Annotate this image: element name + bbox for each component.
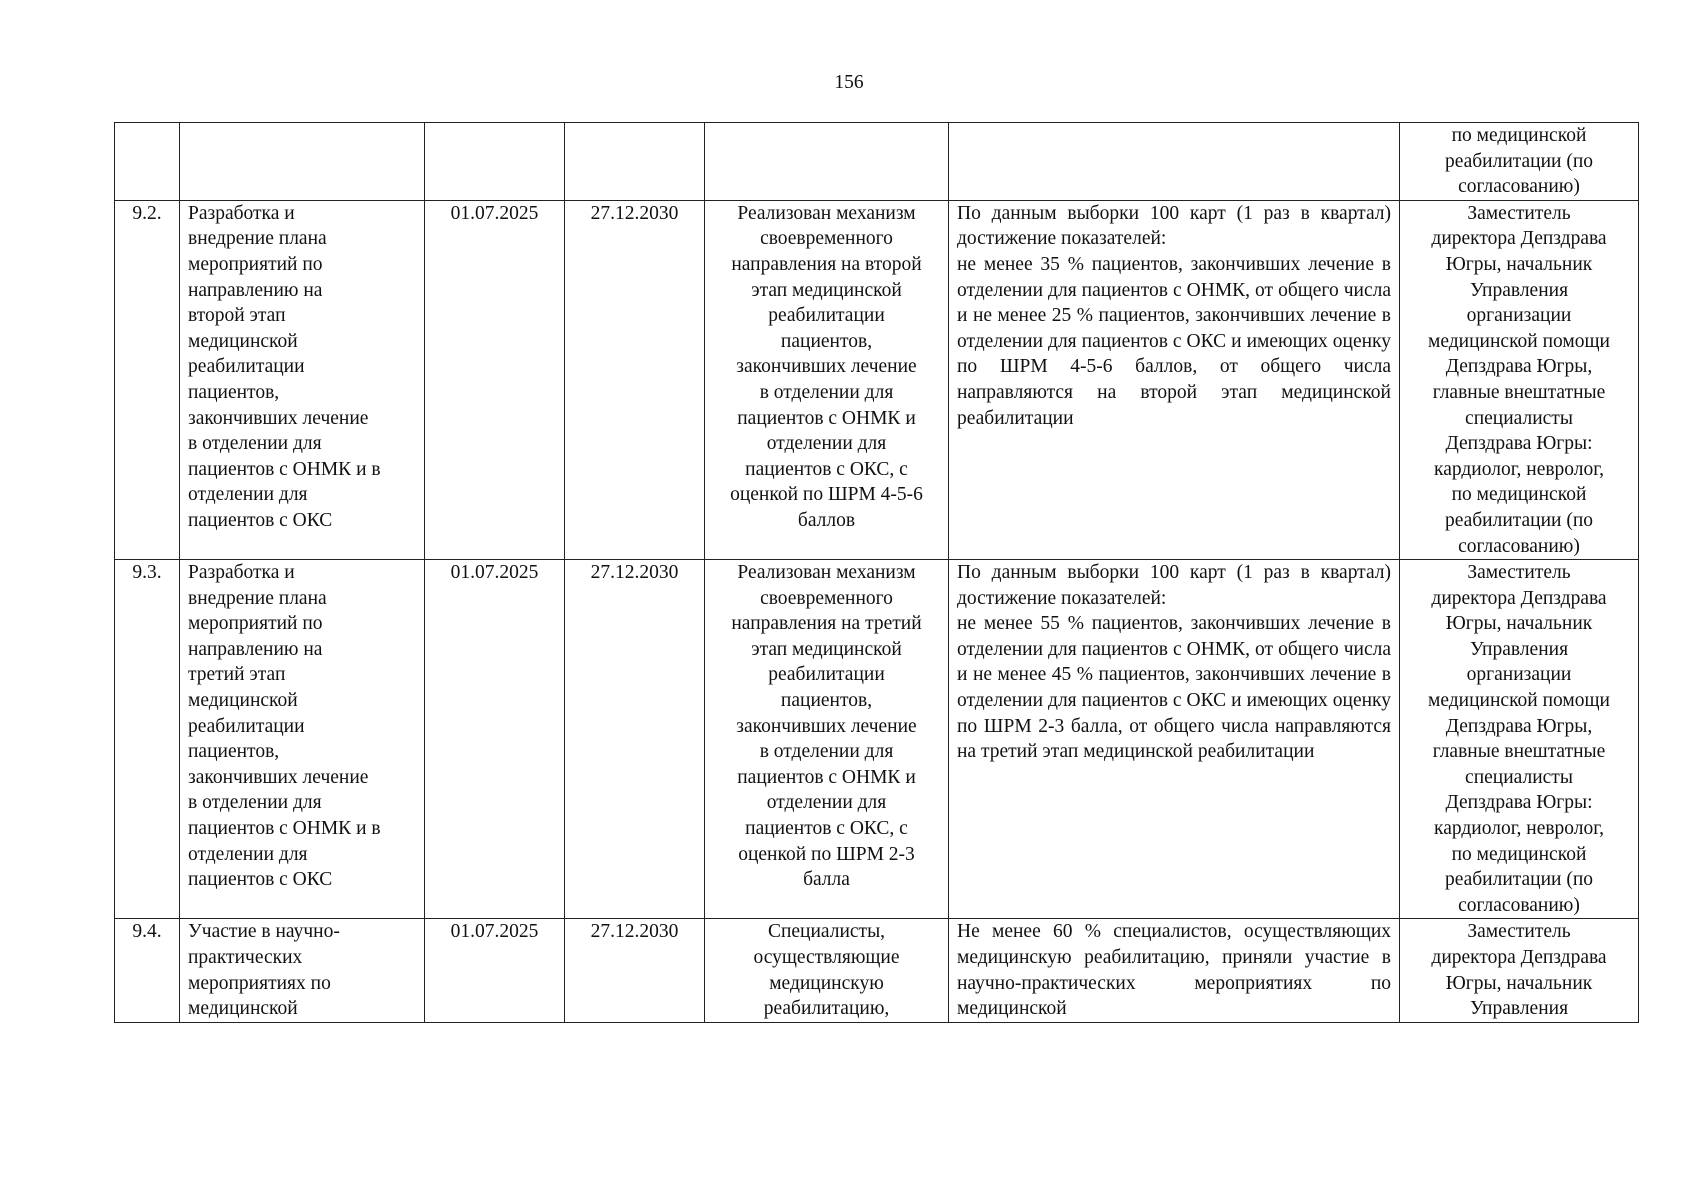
end-date-cell — [565, 560, 705, 919]
start-date-cell — [425, 560, 565, 919]
expected-result: Специалисты, осуществляющие медицинскую реабилитацию, — [753, 921, 900, 1020]
row-number: 9.2. — [132, 202, 162, 224]
responsible-cell — [1400, 123, 1639, 201]
end-date-cell — [565, 123, 705, 201]
row-number-cell — [115, 919, 180, 1022]
activity-name: Участие в научно- практических мероприятиях по медицинской — [188, 921, 340, 1020]
indicator: Не менее 60 % специалистов, осуществляющих медицинскую реабилитацию, приняли участие в научно-практических мероприятиях по медицинской — [957, 921, 1391, 1020]
page-number: 156 — [834, 72, 864, 93]
row-number-cell — [115, 200, 180, 559]
expected-result: Реализован механизм своевременного направления на второй этап медицинской реабилитации пациентов, закончивших лечение в отделении для пациентов с ОНМК и отделении для пациентов с ОКС, с оценкой по ШРМ 4-5-6 баллов — [730, 202, 923, 531]
row-number-cell — [115, 123, 180, 201]
indicator-cell — [949, 560, 1400, 919]
start-date-cell — [425, 919, 565, 1022]
end-date: 27.12.2030 — [590, 562, 679, 584]
row-number: 9.3. — [132, 562, 162, 584]
responsible: Заместитель директора Депздрава Югры, начальник Управления организации медицинской помощи Депздрава Югры, главные внештатные специалисты Депздрава Югры: кардиолог, невролог, по медицинской реабилитации (по согласованию) — [1428, 562, 1610, 916]
table-row — [115, 919, 1639, 1022]
table-row — [115, 560, 1639, 919]
expected-result-cell — [705, 123, 949, 201]
activity-name-cell — [180, 200, 425, 559]
start-date-cell — [425, 123, 565, 201]
expected-result-cell — [705, 560, 949, 919]
end-date-cell — [565, 919, 705, 1022]
indicator: По данным выборки 100 карт (1 раз в квартал) достижение показателей: не менее 35 % пациентов, закончивших лечение в отделении для пациентов с ОНМК, от общего числа и не менее 25 % пациентов, закончивших лечение в отделении для пациентов с ОКС и имеющих оценку по ШРМ 4-5-6 баллов, от общего числа направляются на второй этап медицинской реабилитации — [957, 202, 1391, 429]
end-date-cell — [565, 200, 705, 559]
indicator-cell — [949, 123, 1400, 201]
table-row — [115, 123, 1639, 201]
expected-result-cell — [705, 919, 949, 1022]
responsible: по медицинской реабилитации (по согласованию) — [1444, 125, 1594, 198]
table-row — [115, 200, 1639, 559]
start-date: 01.07.2025 — [450, 921, 539, 943]
responsible-cell — [1400, 200, 1639, 559]
row-number-cell — [115, 560, 180, 919]
responsible: Заместитель директора Депздрава Югры, начальник Управления — [1431, 921, 1607, 1020]
start-date: 01.07.2025 — [450, 562, 539, 584]
responsible-cell — [1400, 919, 1639, 1022]
expected-result-cell — [705, 200, 949, 559]
start-date: 01.07.2025 — [450, 202, 539, 224]
indicator: По данным выборки 100 карт (1 раз в квартал) достижение показателей: не менее 55 % пациентов, закончивших лечение в отделении для пациентов с ОНМК, от общего числа и не менее 45 % пациентов, закончивших лечение в отделении для пациентов с ОКС и имеющих оценку по ШРМ 2-3 балла, от общего числа направляются на третий этап медицинской реабилитации — [957, 562, 1391, 763]
activity-name: Разработка и внедрение плана мероприятий по направлению на третий этап медицинской реабилитации пациентов, закончивших лечение в отделении для пациентов с ОНМК и в отделении для пациентов с ОКС — [188, 562, 381, 891]
start-date-cell — [425, 200, 565, 559]
activity-name-cell — [180, 123, 425, 201]
responsible: Заместитель директора Депздрава Югры, начальник Управления организации медицинской помощи Депздрава Югры, главные внештатные специалисты Депздрава Югры: кардиолог, невролог, по медицинской реабилитации (по согласованию) — [1428, 202, 1610, 557]
action-plan-table — [114, 122, 1639, 1023]
end-date: 27.12.2030 — [590, 202, 679, 224]
activity-name-cell — [180, 560, 425, 919]
row-number: 9.4. — [132, 921, 162, 943]
responsible-cell — [1400, 560, 1639, 919]
indicator-cell — [949, 200, 1400, 559]
end-date: 27.12.2030 — [590, 921, 679, 943]
indicator-cell — [949, 919, 1400, 1022]
activity-name: Разработка и внедрение плана мероприятий по направлению на второй этап медицинской реабилитации пациентов, закончивших лечение в отделении для пациентов с ОНМК и в отделении для пациентов с ОКС — [188, 202, 381, 531]
expected-result: Реализован механизм своевременного направления на третий этап медицинской реабилитации пациентов, закончивших лечение в отделении для пациентов с ОНМК и отделении для пациентов с ОКС, с оценкой по ШРМ 2-3 балла — [731, 562, 922, 891]
activity-name-cell — [180, 919, 425, 1022]
